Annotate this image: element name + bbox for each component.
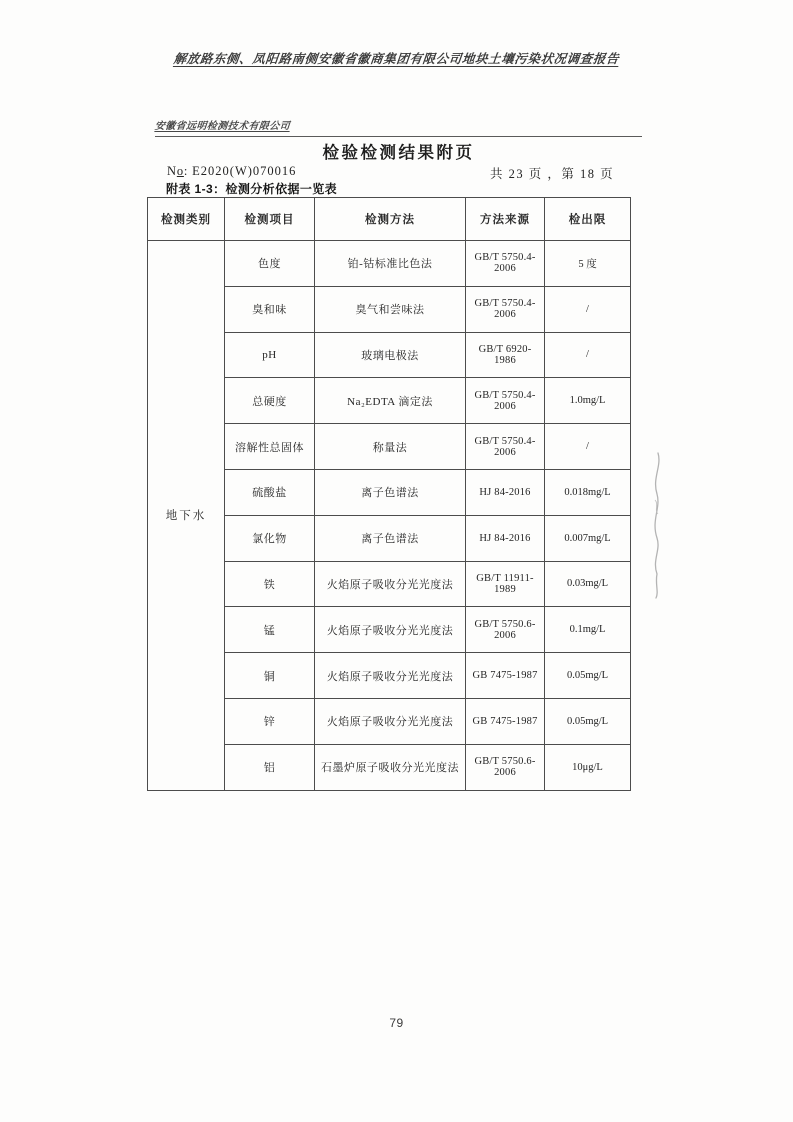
cell-limit: 0.007mg/L [545,515,631,561]
doc-no-label-n: N [167,164,177,178]
cell-method: 火焰原子吸收分光光度法 [315,653,466,699]
cell-item: 铁 [225,561,315,607]
doc-no-label-o: o [176,164,184,178]
cell-method: 火焰原子吸收分光光度法 [315,698,466,744]
cell-limit: 0.05mg/L [545,698,631,744]
cell-limit: / [545,286,631,332]
cell-method: Na₂EDTA 滴定法 [315,378,466,424]
doc-no-value: E2020(W)070016 [192,164,297,178]
cell-source: GB/T 5750.4-2006 [466,378,545,424]
cell-method: 火焰原子吸收分光光度法 [315,607,466,653]
cell-limit: 0.018mg/L [545,469,631,515]
cell-method: 离子色谱法 [315,469,466,515]
table-row [148,241,631,287]
cell-item: 氯化物 [225,515,315,561]
report-header-title: 解放路东侧、凤阳路南侧安徽省徽商集团有限公司地块土壤污染状况调查报告 [172,52,620,66]
cell-limit: 0.1mg/L [545,607,631,653]
table-caption: 附表 1-3：检测分析依据一览表 [166,182,338,196]
table-header-row [148,198,631,241]
cell-source: GB/T 11911-1989 [466,561,545,607]
cell-item: 铝 [225,744,315,790]
cell-method: 石墨炉原子吸收分光光度法 [315,744,466,790]
page-title: 检验检测结果附页 [322,144,475,162]
cell-limit: 5 度 [545,241,631,287]
cell-item: 锰 [225,607,315,653]
cell-method: 铂-钴标准比色法 [315,241,466,287]
lab-company-name: 安徽省远明检测技术有限公司 [154,121,291,132]
cell-item: pH [225,332,315,378]
doc-no-label-colon: : [183,164,189,178]
column-header: 检测项目 [225,198,315,241]
cell-source: GB/T 5750.4-2006 [466,424,545,470]
cell-limit: 10μg/L [545,744,631,790]
cell-method: 臭气和尝味法 [315,286,466,332]
cell-limit: / [545,332,631,378]
cell-item: 铜 [225,653,315,699]
cell-item: 总硬度 [225,378,315,424]
document-number [167,164,296,179]
company-header-rule [155,116,642,137]
cell-source: GB/T 5750.6-2006 [466,744,545,790]
column-header: 检测类别 [148,198,225,241]
cell-source: GB 7475-1987 [466,653,545,699]
cell-item: 锌 [225,698,315,744]
analysis-basis-table [147,197,631,791]
cell-source: GB/T 6920-1986 [466,332,545,378]
cell-item: 溶解性总固体 [225,424,315,470]
scan-artifact [645,450,669,600]
cell-source: GB/T 5750.4-2006 [466,286,545,332]
cell-source: GB/T 5750.6-2006 [466,607,545,653]
cell-method: 离子色谱法 [315,515,466,561]
column-header: 检出限 [545,198,631,241]
cell-source: GB 7475-1987 [466,698,545,744]
cell-item: 色度 [225,241,315,287]
cell-source: GB/T 5750.4-2006 [466,241,545,287]
cell-method: 称量法 [315,424,466,470]
cell-limit: 0.03mg/L [545,561,631,607]
category-cell: 地下水 [148,241,225,791]
page-number: 79 [389,1016,404,1030]
pagination-info: 共 23 页 ，第 18 页 [490,167,615,181]
cell-item: 硫酸盐 [225,469,315,515]
cell-item: 臭和味 [225,286,315,332]
column-header: 方法来源 [466,198,545,241]
cell-limit: / [545,424,631,470]
cell-method: 玻璃电极法 [315,332,466,378]
cell-source: HJ 84-2016 [466,515,545,561]
column-header: 检测方法 [315,198,466,241]
cell-method: 火焰原子吸收分光光度法 [315,561,466,607]
cell-limit: 0.05mg/L [545,653,631,699]
cell-limit: 1.0mg/L [545,378,631,424]
cell-source: HJ 84-2016 [466,469,545,515]
